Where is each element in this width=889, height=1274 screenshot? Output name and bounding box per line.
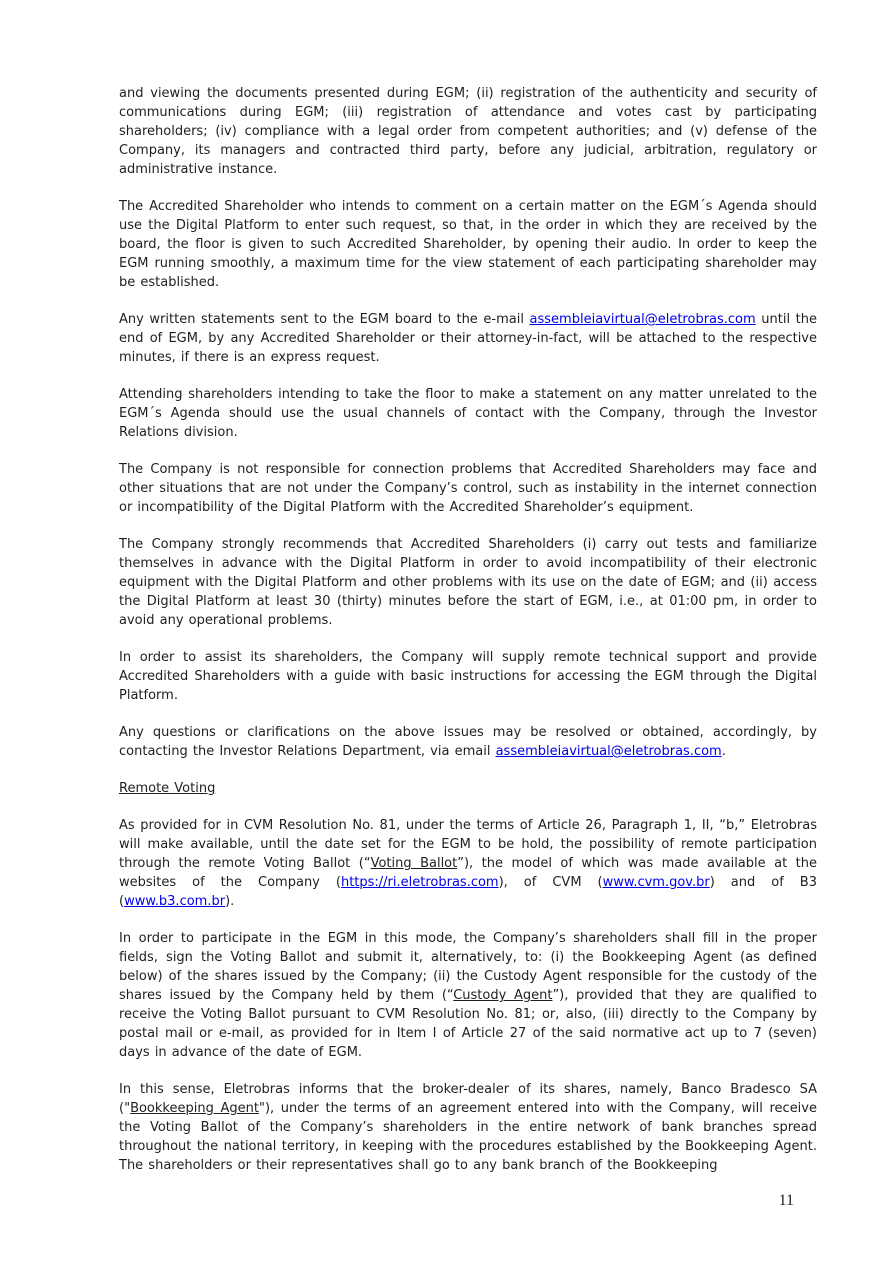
- cvm-website-link[interactable]: www.cvm.gov.br: [602, 875, 710, 890]
- paragraph-connection-problems: [119, 460, 817, 517]
- paragraph-comment-on-agenda: [119, 197, 817, 292]
- defined-term-custody-agent: Custody Agent: [453, 988, 553, 1003]
- paragraph-unrelated-matters: [119, 385, 817, 442]
- text-run: ) and of B3 (: [119, 875, 817, 909]
- remote-voting-heading-text: Remote Voting: [119, 781, 216, 796]
- text-run: .: [721, 744, 726, 759]
- text-run: In order to participate in the EGM in this mode, the Company’s shareholders shall fill in the proper fields, sign the Voting Ballot and submit it, alternatively, to: (i) the Bookkeeping Agent (as defined below) of the shares issued by the Company; (ii) the Custody Agent responsible for the custody of the shares issued by the Company held by them (“: [119, 931, 817, 1003]
- text-run: In this sense, Eletrobras informs that the broker-dealer of its shares, namely, Banco Bradesco SA (": [119, 1082, 817, 1116]
- paragraph-egm-functions: [119, 84, 817, 179]
- text-run: ”), provided that they are qualified to receive the Voting Ballot pursuant to CVM Resolution No. 81; or, also, (iii) directly to the Company by postal mail or e-mail, as provided for in Item I of Article 27 of the said normative act up to 7 (seven) days in advance of the date of EGM.: [119, 988, 817, 1060]
- email-link-questions[interactable]: assembleiavirtual@eletrobras.com: [495, 744, 722, 759]
- text-run: The Accredited Shareholder who intends to comment on a certain matter on the EGM´s Agenda should use the Digital Platform to enter such request, so that, in the order in which they are received by the board, the floor is given to such Accredited Shareholder, by opening their audio. In order to keep the EGM running smoothly, a maximum time for the view statement of each participating shareholder may be established.: [119, 199, 817, 290]
- defined-term-voting-ballot: Voting Ballot: [370, 856, 458, 871]
- text-run: ”), the model of which was made available at the websites of the Company (: [119, 856, 817, 890]
- text-run: The Company is not responsible for connection problems that Accredited Shareholders may face and other situations that are not under the Company’s control, such as instability in the internet connection or incompatibility of the Digital Platform with the Accredited Shareholder’s equipment.: [119, 462, 817, 515]
- page-number: 11: [778, 1192, 794, 1209]
- text-run: Attending shareholders intending to take the floor to make a statement on any matter unrelated to the EGM´s Agenda should use the usual channels of contact with the Company, through the Investor Relations division.: [119, 387, 817, 440]
- paragraph-questions-clarifications: [119, 723, 817, 761]
- text-run: As provided for in CVM Resolution No. 81, under the terms of Article 26, Paragraph 1, II, “b,” Eletrobras will make available, until the date set for the EGM to be hold, the possibility of remote participation through the remote Voting Ballot (“: [119, 818, 817, 871]
- paragraph-cvm-resolution: [119, 816, 817, 911]
- paragraph-bookkeeping-agent: [119, 1080, 817, 1175]
- text-run: Any questions or clarifications on the above issues may be resolved or obtained, accordingly, by contacting the Investor Relations Department, via email: [119, 725, 817, 759]
- paragraph-voting-ballot-submission: [119, 929, 817, 1062]
- company-ir-website-link[interactable]: https://ri.eletrobras.com: [340, 875, 499, 890]
- text-run: ).: [225, 894, 235, 909]
- paragraph-recommendations: [119, 535, 817, 630]
- defined-term-bookkeeping-agent: Bookkeeping Agent: [130, 1101, 259, 1116]
- email-link-statements[interactable]: assembleiavirtual@eletrobras.com: [529, 312, 756, 327]
- document-body: [119, 84, 817, 1193]
- text-run: In order to assist its shareholders, the Company will supply remote technical support and provide Accredited Shareholders with a guide with basic instructions for accessing the EGM through the Digital Platform.: [119, 650, 817, 703]
- text-run: Any written statements sent to the EGM board to the e-mail: [119, 312, 530, 327]
- text-run: and viewing the documents presented during EGM; (ii) registration of the authenticity and security of communications during EGM; (iii) registration of attendance and votes cast by participating shareholders; (iv) compliance with a legal order from competent authorities; and (v) defense of the Company, its managers and contracted third party, before any judicial, arbitration, regulatory or administrative instance.: [119, 86, 817, 177]
- text-run: The Company strongly recommends that Accredited Shareholders (i) carry out tests and familiarize themselves in advance with the Digital Platform in order to avoid incompatibility of their electronic equipment with the Digital Platform and other problems with its use on the date of EGM; and (ii) access the Digital Platform at least 30 (thirty) minutes before the start of EGM, i.e., at 01:00 pm, in order to avoid any operational problems.: [119, 537, 817, 628]
- paragraph-technical-support: [119, 648, 817, 705]
- b3-website-link[interactable]: www.b3.com.br: [124, 894, 226, 909]
- text-run: until the end of EGM, by any Accredited Shareholder or their attorney-in-fact, will be attached to the respective minutes, if there is an express request.: [119, 312, 818, 365]
- paragraph-written-statements: [119, 310, 817, 367]
- heading-remote-voting: [119, 779, 817, 798]
- text-run: ), of CVM (: [498, 875, 603, 890]
- text-run: "), under the terms of an agreement entered into with the Company, will receive the Voting Ballot of the Company’s shareholders in the entire network of bank branches spread throughout the national territory, in keeping with the procedures established by the Bookkeeping Agent. The shareholders or their representatives shall go to any bank branch of the Bookkeeping: [119, 1101, 817, 1173]
